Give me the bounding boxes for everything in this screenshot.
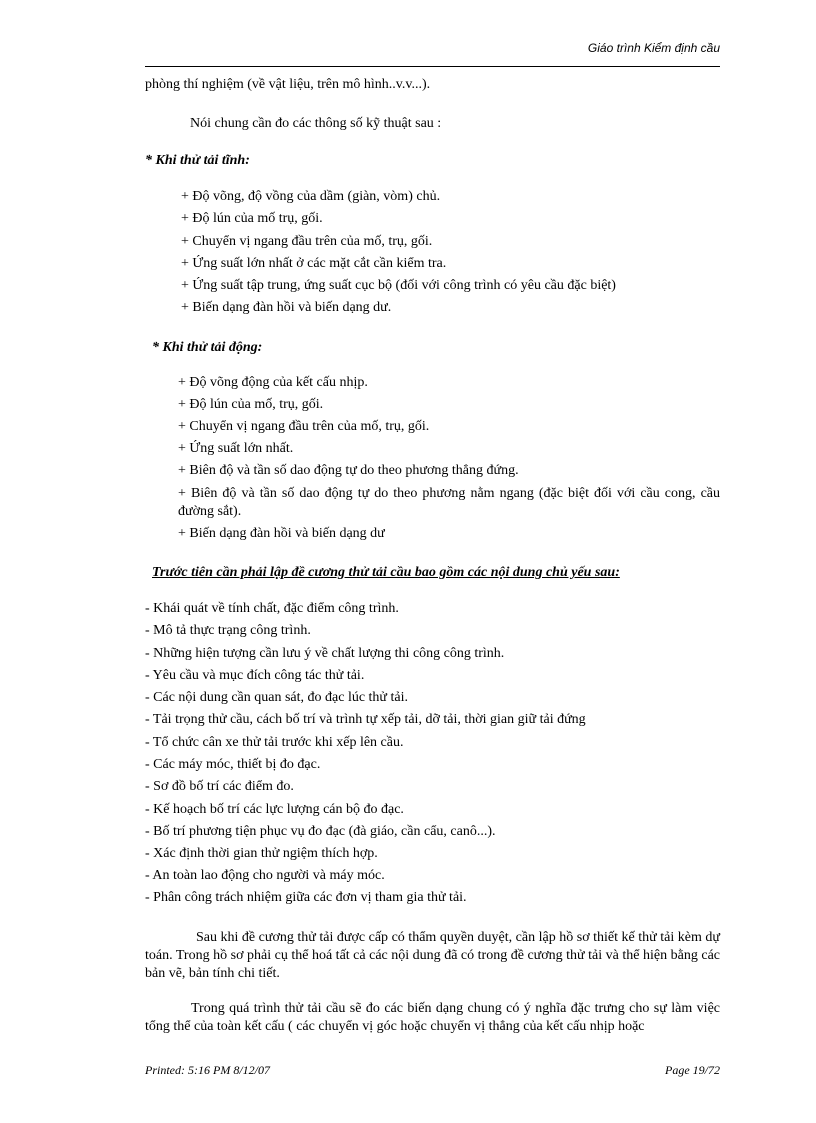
intro-continuation: phòng thí nghiệm (về vật liệu, trên mô hình..v.v...).: [145, 77, 431, 92]
dynamic-item: + Ứng suất lớn nhất.: [178, 441, 294, 456]
static-item: + Ứng suất lớn nhất ở các mặt cắt cần kiểm tra.: [181, 256, 447, 271]
outline-heading: Trước tiên cần phải lập đề cương thử tải cầu bao gồm các nội dung chủ yếu sau:: [152, 565, 620, 580]
paragraph-design-dossier: Sau khi đề cương thử tải được cấp có thẩm quyền duyệt, cần lập hồ sơ thiết kế thử tải kèm dự toán. Trong hồ sơ phải cụ thể hoá tất cả các nội dung đã có trong đề cương thử tải và thể hiện bằng các bản vẽ, bản tính chi tiết.: [145, 930, 720, 981]
static-item: + Biến dạng đàn hồi và biến dạng dư.: [181, 300, 392, 315]
static-test-heading: * Khi thử tải tĩnh:: [145, 153, 250, 168]
outline-item: - Các máy móc, thiết bị đo đạc.: [145, 757, 321, 772]
dynamic-item: + Biên độ và tần số dao động tự do theo phương nằm ngang (đặc biệt đối với cầu cong, cầu đường sắt).: [178, 486, 720, 519]
dynamic-test-heading: * Khi thử tải động:: [152, 340, 263, 355]
outline-item: - Bố trí phương tiện phục vụ đo đạc (đà giáo, cần cẩu, canô...).: [145, 824, 496, 839]
static-item: + Độ lún của mố trụ, gối.: [181, 211, 323, 226]
dynamic-item: + Chuyển vị ngang đầu trên của mố, trụ, gối.: [178, 419, 430, 434]
outline-item: - Những hiện tượng cần lưu ý về chất lượng thi công công trình.: [145, 646, 505, 661]
outline-item: - Khái quát về tính chất, đặc điểm công trình.: [145, 601, 399, 616]
outline-item: - Tải trọng thử cầu, cách bố trí và trình tự xếp tải, dỡ tải, thời gian giữ tải đứng: [145, 712, 586, 727]
footer-page-number: Page 19/72: [665, 1063, 720, 1077]
dynamic-item: + Độ võng động của kết cấu nhịp.: [178, 375, 368, 390]
intro-lead: Nói chung cần đo các thông số kỹ thuật sau :: [190, 116, 442, 131]
outline-item: - Sơ đồ bố trí các điểm đo.: [145, 779, 294, 794]
outline-item: - Phân công trách nhiệm giữa các đơn vị tham gia thử tải.: [145, 890, 467, 905]
footer-printed: Printed: 5:16 PM 8/12/07: [145, 1063, 270, 1077]
outline-item: - Các nội dung cần quan sát, đo đạc lúc thử tải.: [145, 690, 409, 705]
outline-item: - Kế hoạch bố trí các lực lượng cán bộ đo đạc.: [145, 802, 404, 817]
static-item: + Độ võng, độ vồng của dầm (giàn, vòm) chủ.: [181, 189, 441, 204]
static-item: + Ứng suất tập trung, ứng suất cục bộ (đối với công trình có yêu cầu đặc biệt): [181, 278, 616, 293]
static-item: + Chuyển vị ngang đầu trên của mố, trụ, gối.: [181, 234, 433, 249]
dynamic-item: + Độ lún của mố, trụ, gối.: [178, 397, 324, 412]
outline-item: - Tổ chức cân xe thử tải trước khi xếp lên cầu.: [145, 735, 404, 750]
outline-item: - Yêu cầu và mục đích công tác thử tải.: [145, 668, 365, 683]
outline-item: - Mô tả thực trạng công trình.: [145, 623, 311, 638]
header-title: Giáo trình Kiểm định cầu: [587, 41, 720, 55]
dynamic-item: + Biến dạng đàn hồi và biến dạng dư: [178, 526, 385, 541]
paragraph-measurements: Trong quá trình thử tải cầu sẽ đo các biến dạng chung có ý nghĩa đặc trưng cho sự làm việc tổng thể của toàn kết cấu ( các chuyển vị góc hoặc chuyển vị thẳng của kết cấu nhịp hoặc: [145, 1001, 720, 1034]
dynamic-item: + Biên độ và tần số dao động tự do theo phương thẳng đứng.: [178, 463, 519, 478]
outline-item: - An toàn lao động cho người và máy móc.: [145, 868, 385, 883]
outline-item: - Xác định thời gian thử ngiệm thích hợp.: [145, 846, 378, 861]
header-rule: [145, 66, 720, 67]
